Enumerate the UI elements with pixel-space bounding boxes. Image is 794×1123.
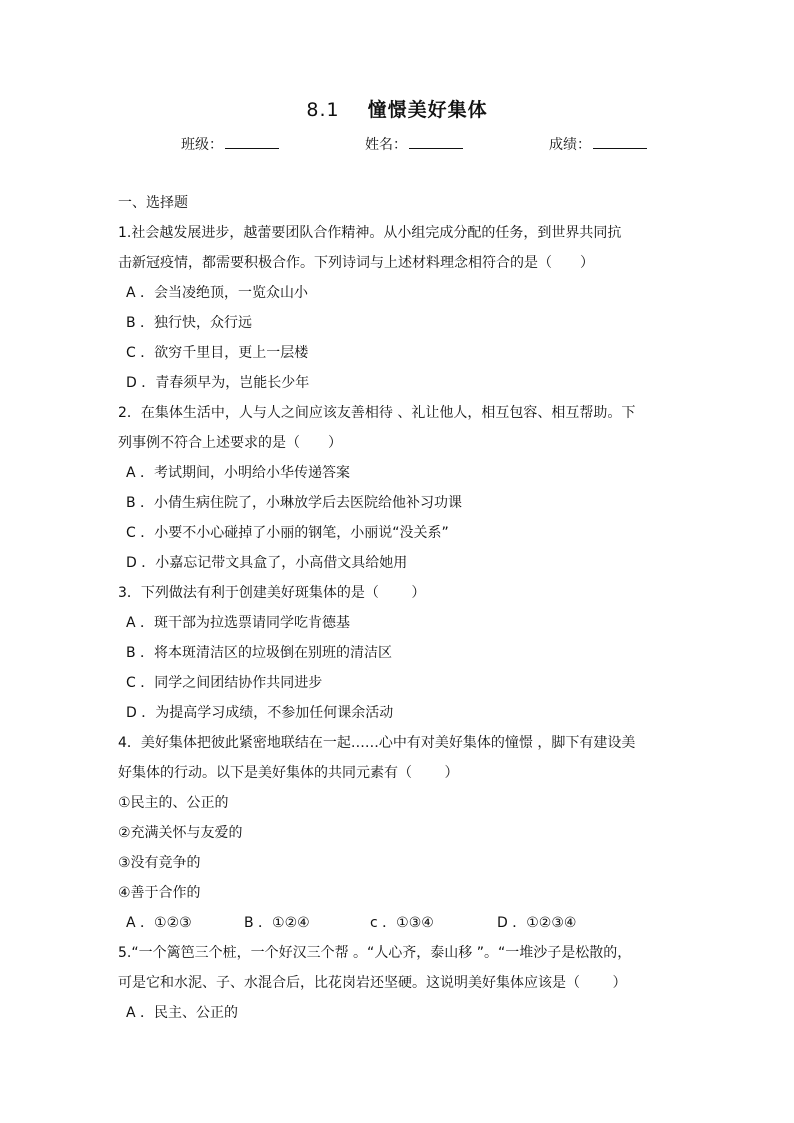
option-a[interactable]: A ．①②③ bbox=[126, 915, 192, 931]
option-a[interactable]: A ．民主、公正的 bbox=[126, 1005, 239, 1021]
inline-options bbox=[118, 912, 678, 942]
option-c[interactable]: c ．①③④ bbox=[370, 915, 434, 931]
name-field bbox=[365, 134, 463, 154]
option-d[interactable]: D ．①②③④ bbox=[497, 915, 577, 931]
option-c[interactable]: C ．同学之间团结协作共同进步 bbox=[126, 675, 323, 691]
lesson-title: 憧憬美好集体 bbox=[367, 99, 488, 121]
questions-area bbox=[118, 192, 678, 1032]
question-text: 1.社会越发展进步，越蕾要团队合作精神。从小组完成分配的任务，到世界共同抗 bbox=[118, 225, 622, 241]
class-field bbox=[181, 134, 279, 154]
class-blank[interactable] bbox=[225, 134, 279, 149]
question-1 bbox=[118, 222, 678, 402]
statement-item: ②充满关怀与友爱的 bbox=[118, 825, 243, 841]
section-heading: 一、选择题 bbox=[118, 195, 188, 211]
name-label: 姓名： bbox=[365, 137, 407, 153]
lesson-number: 8.1 bbox=[306, 99, 340, 121]
question-2 bbox=[118, 402, 678, 582]
question-text: 列事例不符合上述要求的是（ ） bbox=[118, 435, 342, 451]
question-4 bbox=[118, 732, 678, 942]
option-a[interactable]: A ．斑干部为拉选票请同学吃肯德基 bbox=[126, 615, 351, 631]
option-c[interactable]: C ．欲穷千里目，更上一层楼 bbox=[126, 345, 309, 361]
question-text: 2．在集体生活中，人与人之间应该友善相待 、礼让他人，相互包容、相互帮助。下 bbox=[118, 405, 636, 421]
statement-item: ①民主的、公正的 bbox=[118, 795, 229, 811]
option-b[interactable]: B ．小倩生病住院了，小琳放学后去医院给他补习功课 bbox=[126, 495, 463, 511]
question-3 bbox=[118, 582, 678, 732]
score-label: 成绩： bbox=[549, 137, 591, 153]
question-text: 5.“一个篱笆三个桩，一个好汉三个帮 。“人心齐，泰山移 ”。“一堆沙子是松散的， bbox=[118, 945, 632, 961]
student-info-row bbox=[0, 134, 794, 156]
score-field bbox=[549, 134, 647, 154]
question-text: 击新冠疫情，都需要积极合作。下列诗词与上述材料理念相符合的是（ ） bbox=[118, 255, 594, 271]
option-a[interactable]: A ．会当凌绝顶，一览众山小 bbox=[126, 285, 309, 301]
question-text: 4．美好集体把彼此紧密地联结在一起……心中有对美好集体的憧憬 ，脚下有建设美 bbox=[118, 735, 636, 751]
question-text: 可是它和水泥、子、水混合后，比花岗岩还坚硬。这说明美好集体应该是（ ） bbox=[118, 975, 627, 991]
statement-item: ④善于合作的 bbox=[118, 885, 201, 901]
question-5 bbox=[118, 942, 678, 1032]
option-d[interactable]: D ．青春须早为，岂能长少年 bbox=[126, 375, 310, 391]
option-b[interactable]: B ．独行快，众行远 bbox=[126, 315, 253, 331]
question-text: 好集体的行动。以下是美好集体的共同元素有（ ） bbox=[118, 765, 459, 781]
option-d[interactable]: D ．为提高学习成绩，不参加任何课余活动 bbox=[126, 705, 394, 721]
option-a[interactable]: A ．考试期间，小明给小华传递答案 bbox=[126, 465, 351, 481]
page-title bbox=[0, 95, 794, 122]
class-label: 班级： bbox=[181, 137, 223, 153]
option-c[interactable]: C ．小要不小心碰掉了小丽的钢笔，小丽说“没关系” bbox=[126, 525, 449, 541]
name-blank[interactable] bbox=[409, 134, 463, 149]
question-text: 3．下列做法有利于创建美好斑集体的是（ ） bbox=[118, 585, 426, 601]
statement-item: ③没有竞争的 bbox=[118, 855, 201, 871]
option-d[interactable]: D ．小嘉忘记带文具盒了，小高借文具给她用 bbox=[126, 555, 408, 571]
score-blank[interactable] bbox=[593, 134, 647, 149]
option-b[interactable]: B ．①②④ bbox=[244, 915, 310, 931]
option-b[interactable]: B ．将本斑清洁区的垃圾倒在别班的清洁区 bbox=[126, 645, 393, 661]
